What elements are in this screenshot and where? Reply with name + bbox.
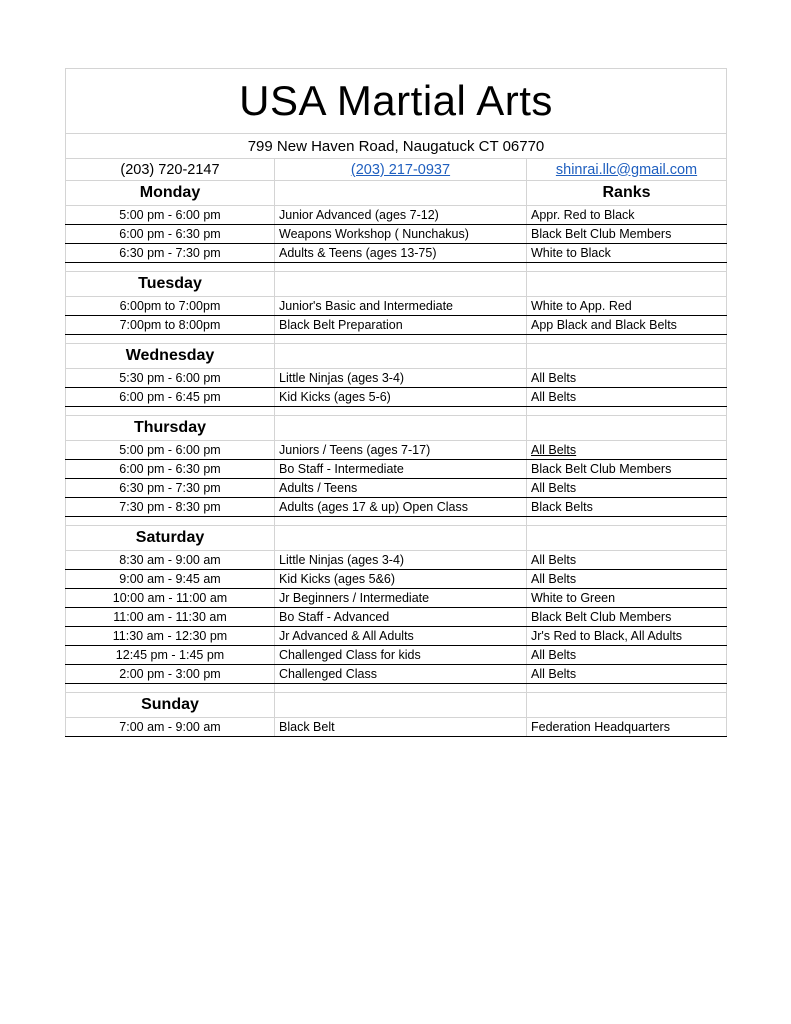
- class-time: 11:30 am - 12:30 pm: [65, 627, 275, 645]
- class-time: 7:00pm to 8:00pm: [65, 316, 275, 334]
- class-rank: Appr. Red to Black: [527, 206, 727, 224]
- class-name: Kid Kicks (ages 5-6): [275, 388, 527, 406]
- class-time: 6:00pm to 7:00pm: [65, 297, 275, 315]
- class-name: Challenged Class: [275, 665, 527, 683]
- class-rank: White to Green: [527, 589, 727, 607]
- class-name: Adults (ages 17 & up) Open Class: [275, 498, 527, 516]
- table-row: [65, 627, 727, 646]
- class-name: Black Belt: [275, 718, 527, 736]
- class-name: Adults & Teens (ages 13-75): [275, 244, 527, 262]
- class-name: Little Ninjas (ages 3-4): [275, 369, 527, 387]
- day-header: Monday: [65, 181, 275, 205]
- table-row: [65, 646, 727, 665]
- class-rank: All Belts: [527, 441, 727, 459]
- email-link[interactable]: shinrai.llc@gmail.com: [555, 161, 698, 178]
- class-name: Kid Kicks (ages 5&6): [275, 570, 527, 588]
- ranks-header: Ranks: [527, 181, 727, 205]
- class-rank: All Belts: [527, 479, 727, 497]
- class-rank: All Belts: [527, 551, 727, 569]
- day-header: Saturday: [65, 526, 275, 550]
- phone-secondary-link[interactable]: (203) 217-0937: [350, 161, 451, 178]
- table-row: [65, 369, 727, 388]
- class-name: Weapons Workshop ( Nunchakus): [275, 225, 527, 243]
- table-row: [65, 388, 727, 407]
- class-rank: All Belts: [527, 369, 727, 387]
- table-row: [65, 479, 727, 498]
- class-time: 11:00 am - 11:30 am: [65, 608, 275, 626]
- class-name: Juniors / Teens (ages 7-17): [275, 441, 527, 459]
- class-time: 8:30 am - 9:00 am: [65, 551, 275, 569]
- table-row: [65, 589, 727, 608]
- class-rank: App Black and Black Belts: [527, 316, 727, 334]
- class-name: Jr Advanced & All Adults: [275, 627, 527, 645]
- class-time: 5:30 pm - 6:00 pm: [65, 369, 275, 387]
- table-row: [65, 244, 727, 263]
- class-rank: Federation Headquarters: [527, 718, 727, 736]
- table-row: [65, 460, 727, 479]
- day-header-row: [65, 181, 727, 206]
- table-row: [65, 570, 727, 589]
- day-header: Wednesday: [65, 344, 275, 368]
- table-row: [65, 665, 727, 684]
- class-rank: White to Black: [527, 244, 727, 262]
- table-row: [65, 316, 727, 335]
- day-header-row: [65, 526, 727, 551]
- table-row: [65, 498, 727, 517]
- class-name: Adults / Teens: [275, 479, 527, 497]
- class-time: 10:00 am - 11:00 am: [65, 589, 275, 607]
- class-rank: Black Belts: [527, 498, 727, 516]
- class-time: 9:00 am - 9:45 am: [65, 570, 275, 588]
- class-rank: Black Belt Club Members: [527, 460, 727, 478]
- class-rank: All Belts: [527, 665, 727, 683]
- class-rank: All Belts: [527, 388, 727, 406]
- day-header-row: [65, 344, 727, 369]
- class-time: 6:30 pm - 7:30 pm: [65, 479, 275, 497]
- address: 799 New Haven Road, Naugatuck CT 06770: [65, 134, 727, 159]
- class-rank: White to App. Red: [527, 297, 727, 315]
- spacer-row: [65, 517, 727, 526]
- class-name: Bo Staff - Advanced: [275, 608, 527, 626]
- class-name: Little Ninjas (ages 3-4): [275, 551, 527, 569]
- spacer-row: [65, 263, 727, 272]
- phone-primary: (203) 720-2147: [65, 159, 275, 180]
- page-title: USA Martial Arts: [65, 68, 727, 134]
- class-name: Challenged Class for kids: [275, 646, 527, 664]
- day-header-row: [65, 693, 727, 718]
- class-rank: Jr's Red to Black, All Adults: [527, 627, 727, 645]
- day-header: Sunday: [65, 693, 275, 717]
- class-time: 7:30 pm - 8:30 pm: [65, 498, 275, 516]
- class-name: Jr Beginners / Intermediate: [275, 589, 527, 607]
- spacer-row: [65, 335, 727, 344]
- table-row: [65, 206, 727, 225]
- spacer-row: [65, 684, 727, 693]
- day-header: Tuesday: [65, 272, 275, 296]
- contact-row: [65, 159, 727, 181]
- class-time: 6:30 pm - 7:30 pm: [65, 244, 275, 262]
- class-rank: All Belts: [527, 570, 727, 588]
- table-row: [65, 718, 727, 737]
- class-time: 6:00 pm - 6:30 pm: [65, 460, 275, 478]
- class-time: 7:00 am - 9:00 am: [65, 718, 275, 736]
- class-name: Black Belt Preparation: [275, 316, 527, 334]
- table-row: [65, 608, 727, 627]
- class-time: 12:45 pm - 1:45 pm: [65, 646, 275, 664]
- schedule-body: [65, 181, 727, 737]
- schedule-sheet: [65, 68, 727, 737]
- class-rank: Black Belt Club Members: [527, 225, 727, 243]
- class-rank: All Belts: [527, 646, 727, 664]
- class-time: 6:00 pm - 6:30 pm: [65, 225, 275, 243]
- day-header-row: [65, 416, 727, 441]
- class-time: 5:00 pm - 6:00 pm: [65, 441, 275, 459]
- class-time: 6:00 pm - 6:45 pm: [65, 388, 275, 406]
- table-row: [65, 551, 727, 570]
- class-name: Bo Staff - Intermediate: [275, 460, 527, 478]
- table-row: [65, 225, 727, 244]
- class-name: Junior's Basic and Intermediate: [275, 297, 527, 315]
- class-time: 2:00 pm - 3:00 pm: [65, 665, 275, 683]
- class-rank: Black Belt Club Members: [527, 608, 727, 626]
- class-name: Junior Advanced (ages 7-12): [275, 206, 527, 224]
- day-header: Thursday: [65, 416, 275, 440]
- table-row: [65, 441, 727, 460]
- class-time: 5:00 pm - 6:00 pm: [65, 206, 275, 224]
- day-header-row: [65, 272, 727, 297]
- table-row: [65, 297, 727, 316]
- spacer-row: [65, 407, 727, 416]
